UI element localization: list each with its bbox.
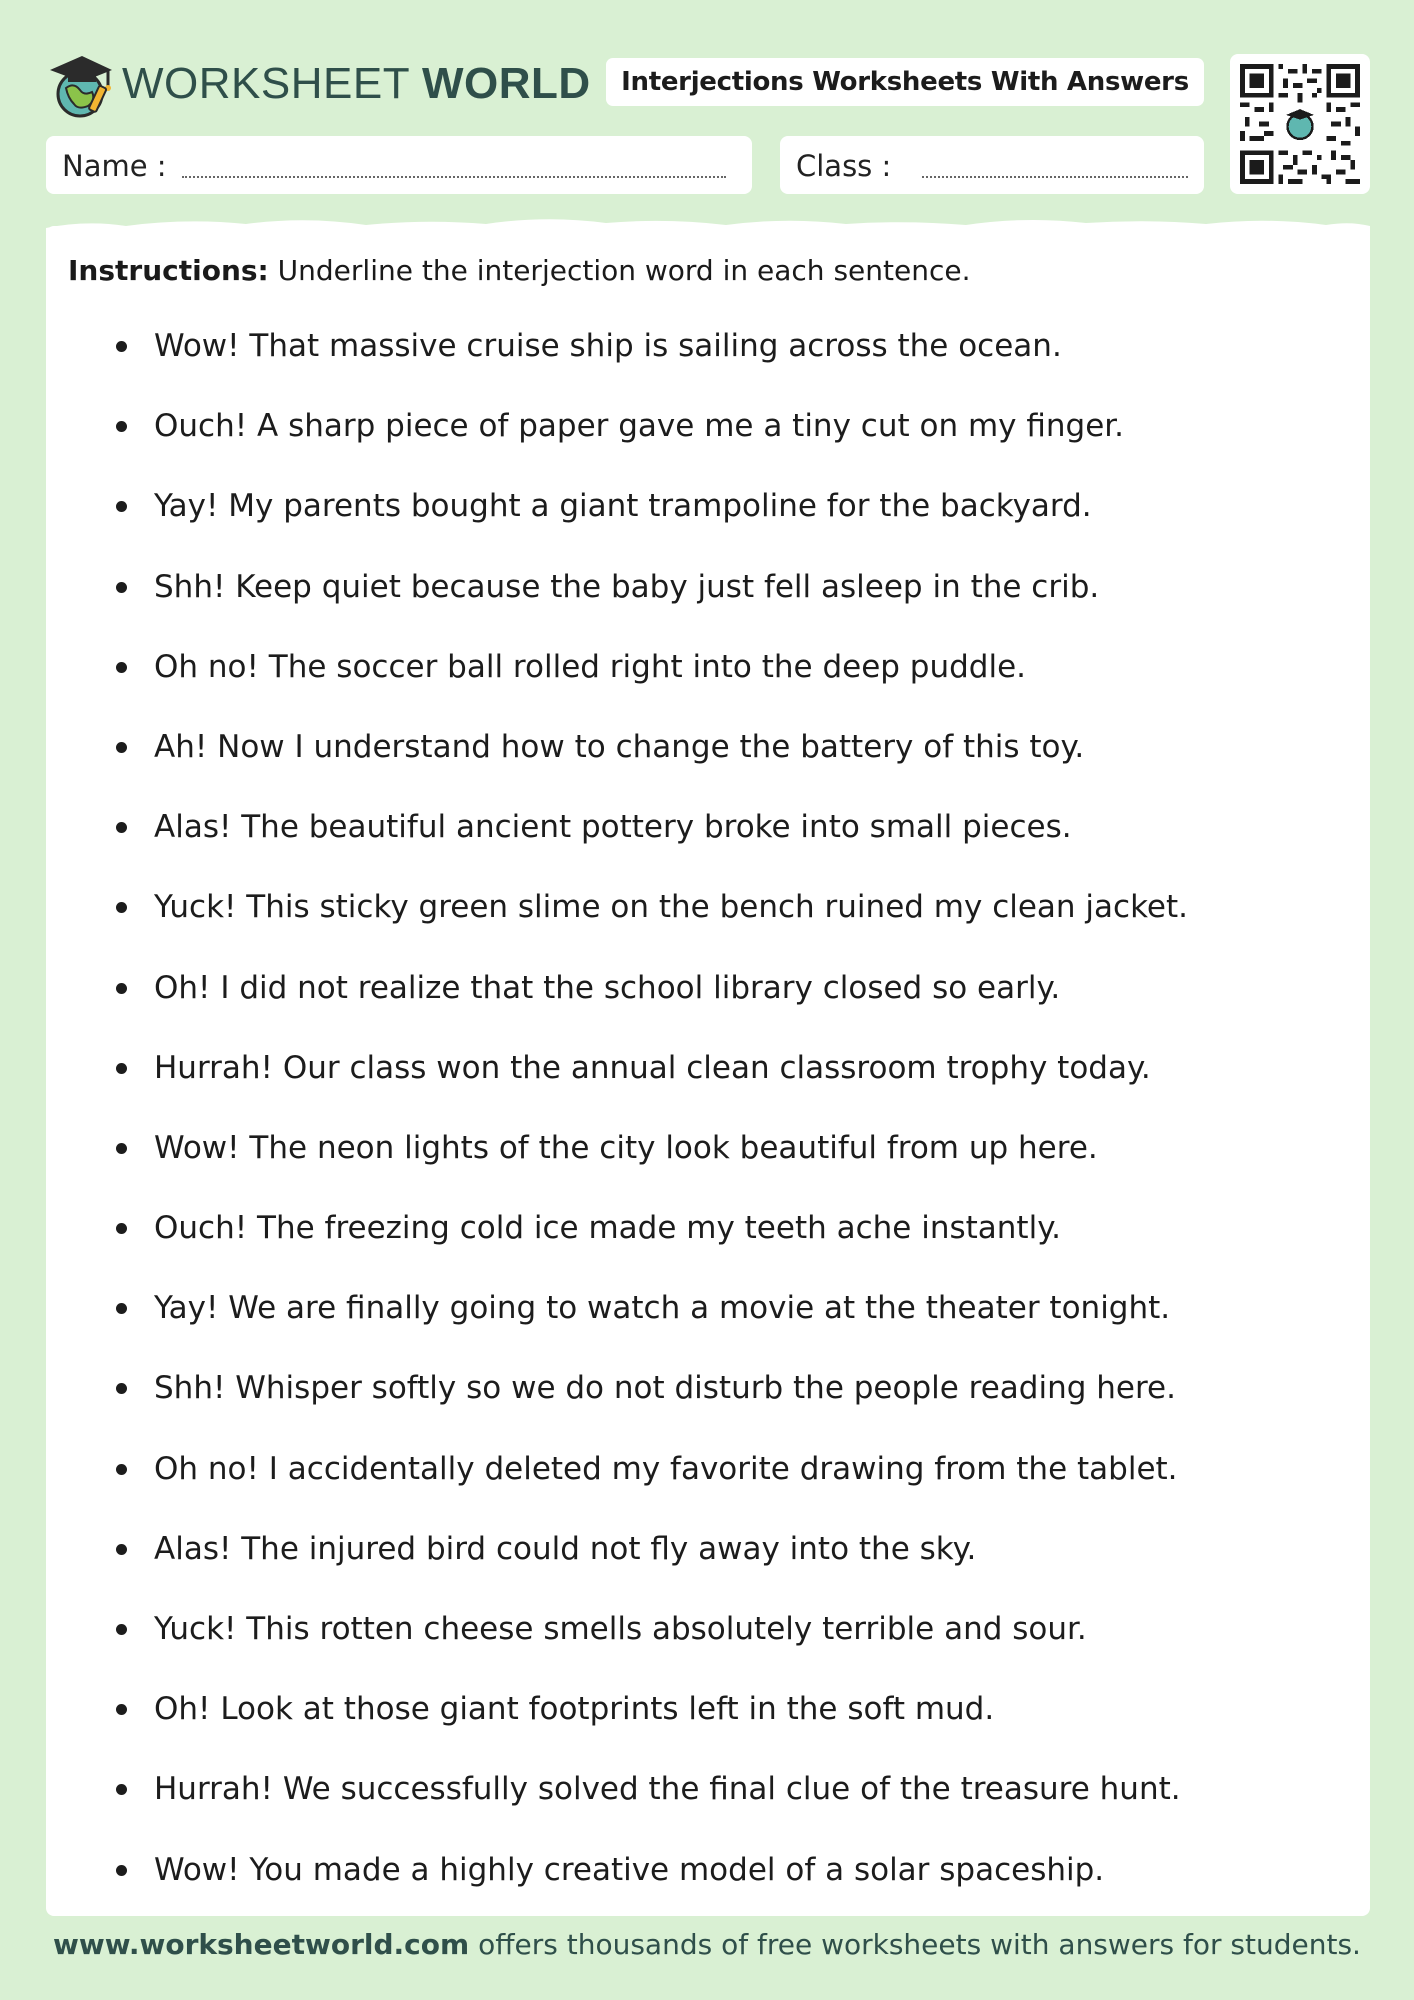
list-item	[46, 1846, 1370, 1926]
worksheet-title: Interjections Worksheets With Answers	[606, 58, 1204, 106]
sentence-text[interactable]: Yuck! This rotten cheese smells absolutely terrible and sour.	[154, 1611, 1087, 1647]
bullet-icon	[116, 1464, 127, 1475]
sentence-list	[46, 322, 1370, 1926]
name-field[interactable]	[46, 136, 752, 194]
list-item	[46, 883, 1370, 963]
sentence-text[interactable]: Shh! Whisper softly so we do not disturb the people reading here.	[154, 1370, 1176, 1407]
bullet-icon	[116, 1704, 127, 1715]
list-item	[46, 964, 1370, 1044]
sentence-text[interactable]: Oh no! I accidentally deleted my favorite drawing from the tablet.	[154, 1450, 1178, 1487]
list-item	[46, 803, 1370, 883]
class-field[interactable]	[780, 136, 1204, 194]
instructions-label: Instructions:	[68, 254, 269, 287]
brand-name	[122, 59, 591, 109]
bullet-icon	[116, 1784, 127, 1795]
sentence-text[interactable]: Ah! Now I understand how to change the battery of this toy.	[154, 728, 1085, 765]
sentence-text[interactable]: Yay! My parents bought a giant trampoline for the backyard.	[154, 488, 1092, 525]
list-item	[46, 563, 1370, 643]
list-item	[46, 723, 1370, 803]
name-input-line[interactable]	[182, 176, 726, 178]
sentence-text[interactable]: Oh! I did not realize that the school library closed so early.	[154, 969, 1061, 1006]
bullet-icon	[116, 1544, 127, 1555]
sentence-text[interactable]: Oh no! The soccer ball rolled right into the deep puddle.	[154, 648, 1027, 685]
qr-code	[1230, 54, 1370, 194]
sentence-text[interactable]: Wow! That massive cruise ship is sailing across the ocean.	[154, 328, 1062, 364]
bullet-icon	[116, 341, 127, 352]
bullet-icon	[116, 1383, 127, 1394]
class-input-line[interactable]	[922, 176, 1188, 178]
sentence-text[interactable]: Ouch! The freezing cold ice made my teeth ache instantly.	[154, 1210, 1061, 1247]
instructions	[68, 254, 971, 287]
bullet-icon	[116, 582, 127, 593]
list-item	[46, 1044, 1370, 1124]
bullet-icon	[116, 742, 127, 753]
list-item	[46, 1124, 1370, 1204]
list-item	[46, 482, 1370, 562]
footer	[0, 1928, 1414, 1961]
list-item	[46, 1685, 1370, 1765]
sentence-text[interactable]: Yay! We are finally going to watch a movie at the theater tonight.	[154, 1290, 1171, 1327]
list-item	[46, 1525, 1370, 1605]
globe-graduation-cap-icon	[46, 48, 116, 120]
list-item	[46, 1605, 1370, 1685]
bullet-icon	[116, 1063, 127, 1074]
footer-text: offers thousands of free worksheets with answers for students.	[469, 1928, 1361, 1961]
brand-name-bold: WORLD	[422, 59, 591, 108]
list-item	[46, 402, 1370, 482]
bullet-icon	[116, 501, 127, 512]
list-item	[46, 1204, 1370, 1284]
list-item	[46, 1364, 1370, 1444]
list-item	[46, 643, 1370, 723]
sentence-text[interactable]: Alas! The beautiful ancient pottery broke into small pieces.	[154, 809, 1072, 846]
list-item	[46, 322, 1370, 402]
name-label: Name :	[62, 149, 167, 183]
bullet-icon	[116, 1143, 127, 1154]
brush-edge-decoration	[46, 212, 1370, 242]
list-item	[46, 1284, 1370, 1364]
sentence-text[interactable]: Wow! You made a highly creative model of a solar spaceship.	[154, 1851, 1105, 1888]
sentence-text[interactable]: Shh! Keep quiet because the baby just fell asleep in the crib.	[154, 568, 1100, 605]
bullet-icon	[116, 983, 127, 994]
worksheet-content	[46, 226, 1370, 1916]
sentence-text[interactable]: Ouch! A sharp piece of paper gave me a tiny cut on my finger.	[154, 408, 1125, 445]
bullet-icon	[116, 822, 127, 833]
bullet-icon	[116, 1865, 127, 1876]
brand-logo	[46, 48, 591, 120]
bullet-icon	[116, 662, 127, 673]
sentence-text[interactable]: Hurrah! Our class won the annual clean classroom trophy today.	[154, 1049, 1151, 1086]
instructions-text: Underline the interjection word in each sentence.	[268, 254, 971, 287]
class-label: Class :	[796, 149, 892, 183]
sentence-text[interactable]: Oh! Look at those giant footprints left in the soft mud.	[154, 1691, 995, 1728]
list-item	[46, 1445, 1370, 1525]
qr-code-icon	[1240, 64, 1360, 184]
sentence-text[interactable]: Wow! The neon lights of the city look beautiful from up here.	[154, 1129, 1098, 1166]
brand-name-light: WORKSHEET	[122, 59, 410, 108]
list-item	[46, 1765, 1370, 1845]
bullet-icon	[116, 1624, 127, 1635]
sentence-text[interactable]: Yuck! This sticky green slime on the bench ruined my clean jacket.	[154, 889, 1189, 926]
bullet-icon	[116, 902, 127, 913]
sentence-text[interactable]: Alas! The injured bird could not fly away into the sky.	[154, 1530, 977, 1567]
bullet-icon	[116, 1223, 127, 1234]
bullet-icon	[116, 1303, 127, 1314]
footer-site-link[interactable]: www.worksheetworld.com	[53, 1928, 470, 1961]
bullet-icon	[116, 421, 127, 432]
sentence-text[interactable]: Hurrah! We successfully solved the final clue of the treasure hunt.	[154, 1771, 1181, 1808]
